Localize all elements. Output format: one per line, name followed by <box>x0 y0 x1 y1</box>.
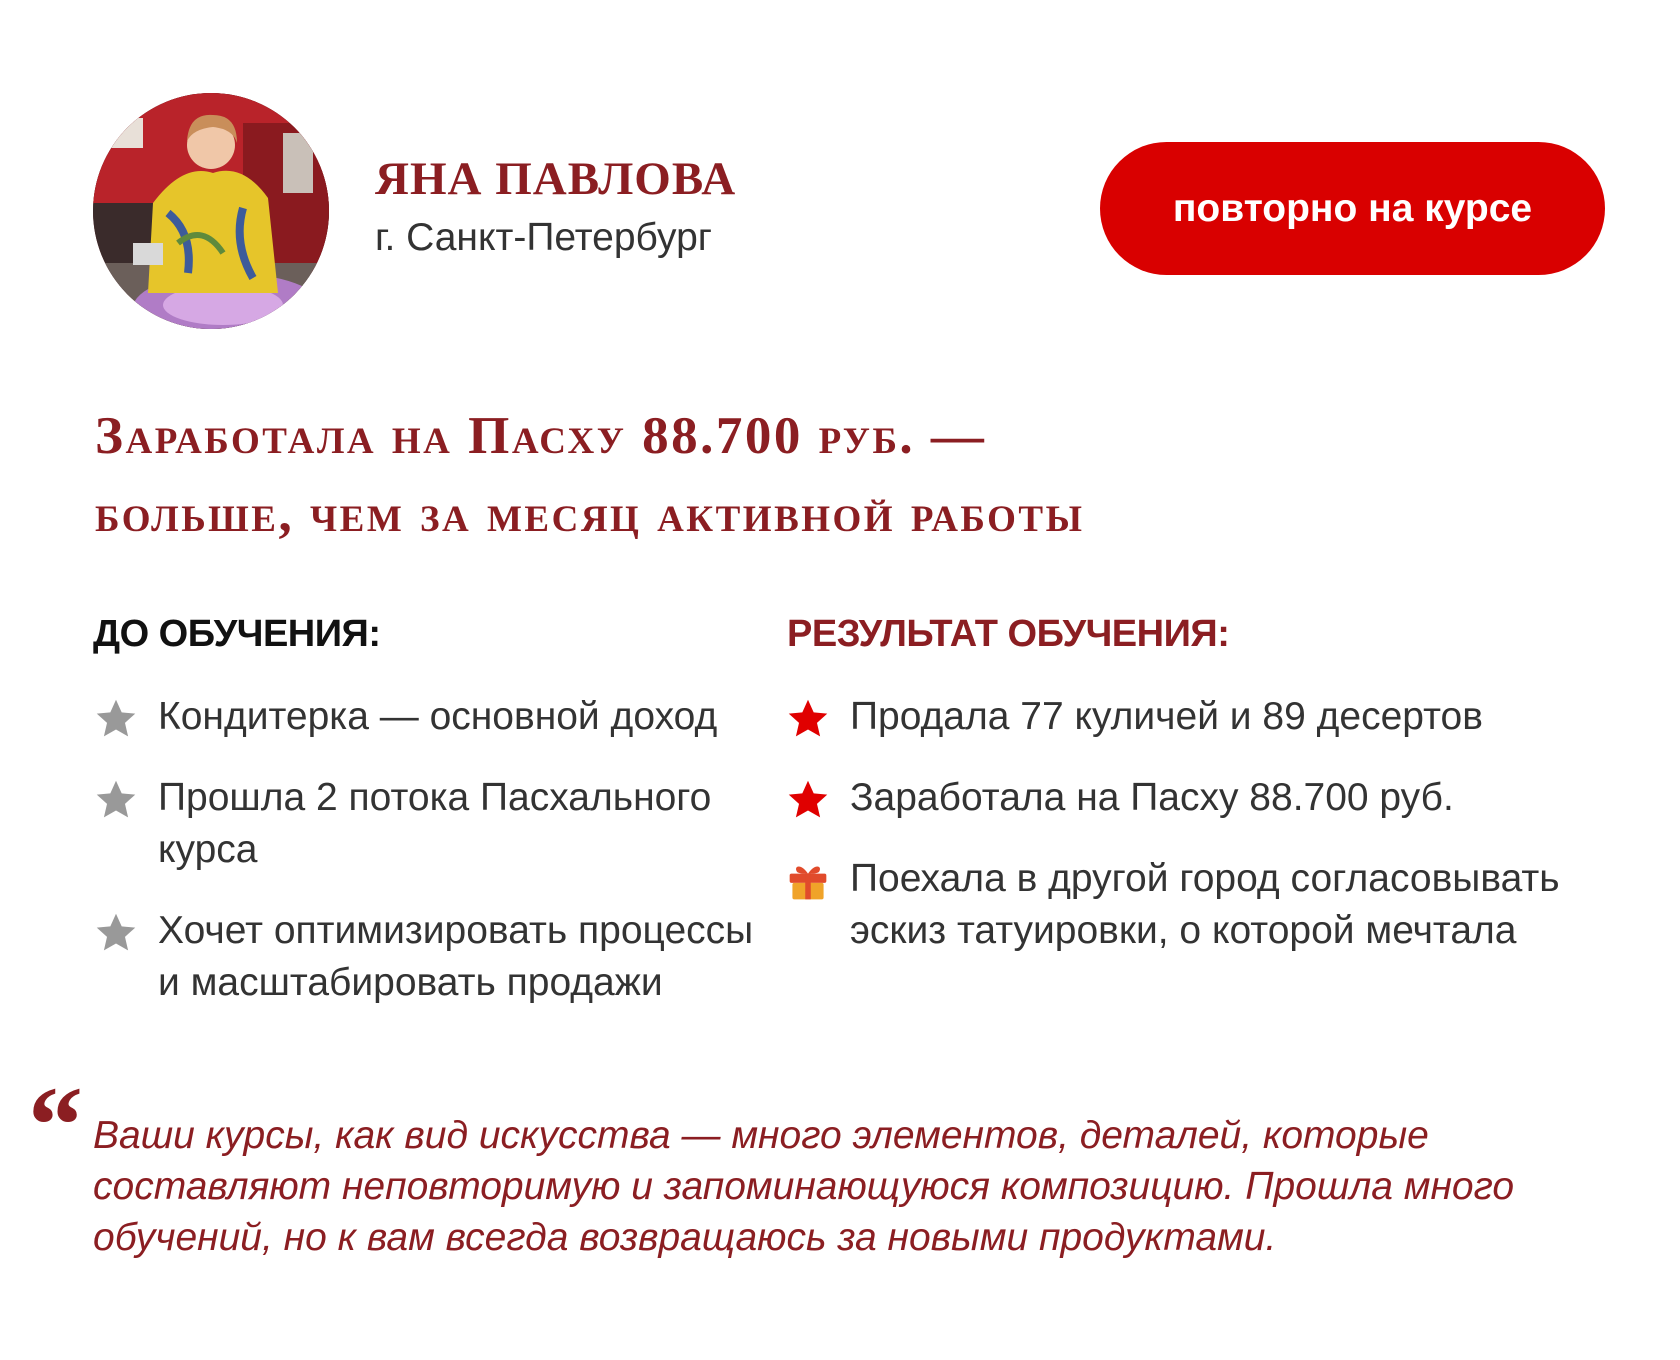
profile-photo <box>93 93 329 329</box>
before-item <box>158 772 758 876</box>
grey-star-icon <box>94 911 138 955</box>
before-item-text: Прошла 2 потока Пасхального курса <box>158 776 712 871</box>
before-item <box>158 691 758 743</box>
after-item-text: Поехала в другой город согласовывать эскиз татуировки, о которой мечтала <box>850 857 1560 952</box>
after-item <box>850 691 1640 743</box>
after-item <box>850 853 1640 957</box>
testimonial-text: Ваши курсы, как вид искусства — много элементов, деталей, которые составляют неповторимую и запоминающуюся композицию. Прошла много обучений, но к вам всегда возвращаюсь за новыми продуктами. <box>93 1114 1515 1259</box>
after-item-text: Заработала на Пасху 88.700 руб. <box>850 776 1454 819</box>
person-name: ЯНА ПАВЛОВА <box>375 153 737 205</box>
repeat-student-badge: повторно на курсе <box>1100 142 1605 275</box>
red-star-icon <box>786 778 830 822</box>
grey-star-icon <box>94 778 138 822</box>
grey-star-icon <box>94 697 138 741</box>
after-title: РЕЗУЛЬТАТ ОБУЧЕНИЯ: <box>787 613 1230 655</box>
after-item <box>850 772 1640 824</box>
before-item <box>158 905 758 1009</box>
before-item-text: Кондитерка — основной доход <box>158 695 718 738</box>
person-city: г. Санкт-Петербург <box>375 216 713 259</box>
before-title: ДО ОБУЧЕНИЯ: <box>93 613 381 655</box>
before-item-text: Хочет оптимизировать процессы и масштабировать продажи <box>158 909 754 1004</box>
after-item-text: Продала 77 куличей и 89 десертов <box>850 695 1483 738</box>
quote-mark: “ <box>28 1064 83 1186</box>
headline <box>95 397 1615 553</box>
gift-icon <box>786 859 830 903</box>
profile-photo-image <box>93 93 329 329</box>
headline-line-2: больше, чем за месяц активной работы <box>95 485 1085 543</box>
red-star-icon <box>786 697 830 741</box>
headline-line-1: Заработала на Пасху 88.700 руб. — <box>95 407 987 465</box>
